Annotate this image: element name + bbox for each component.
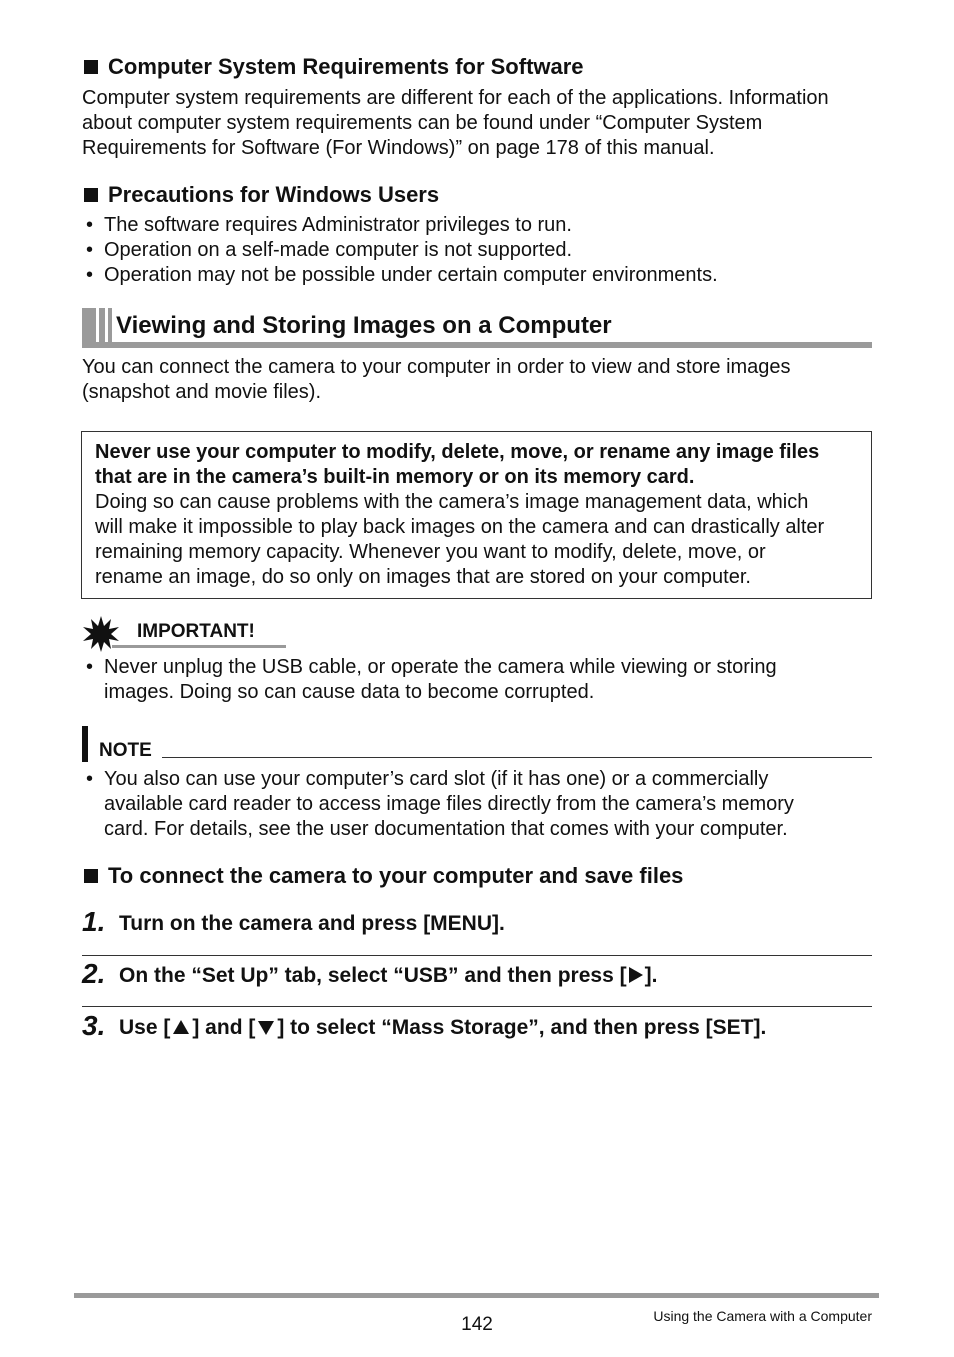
list-item: • The software requires Administrator privileges to run.	[86, 214, 572, 236]
warning-box: Never use your computer to modify, delete, move, or rename any image files that are in the camera’s built-in memory or on its memory card. Doing so can cause problems with the camera’s image management data, which will make it impossible to play back images on the camera and can drastically alter remaining memory capacity. Whenever you want to modify, delete, move, or rename an image, do so only on images that are stored on your computer.	[81, 431, 872, 599]
divider	[82, 955, 872, 956]
step-number: 3.	[82, 1010, 106, 1041]
section-heading	[82, 308, 872, 348]
square-bullet-icon	[84, 869, 98, 883]
note-label: NOTE	[82, 726, 872, 762]
square-bullet-icon	[84, 60, 98, 74]
play-right-icon	[629, 967, 643, 983]
intro-text: You can connect the camera to your computer in order to view and store images (snapshot and movie files).	[82, 356, 791, 403]
list-item: • Operation may not be possible under certain computer environments.	[86, 264, 718, 286]
step-number: 2.	[82, 958, 106, 989]
list-item: • Operation on a self-made computer is not supported.	[86, 239, 573, 261]
step-text: Use [ ] and [ ] to select “Mass Storage”, and then press [SET].	[119, 1016, 767, 1039]
system-requirements-body: Computer system requirements are different for each of the applications. Information about computer system requirements can be found under “Computer System Requirements for Software (For Windows)” on page 178 of this manual.	[82, 87, 829, 159]
footer-rule	[74, 1293, 879, 1298]
square-bullet-icon	[84, 188, 98, 202]
arrow-up-icon	[173, 1020, 189, 1034]
arrow-down-icon	[258, 1021, 274, 1035]
section-title-windows-precautions: Precautions for Windows Users	[84, 182, 439, 208]
section-title-system-requirements: Computer System Requirements for Software	[84, 54, 584, 80]
page-number: 142	[461, 1314, 493, 1335]
footer-section-title: Using the Camera with a Computer	[653, 1308, 872, 1324]
section-title-connect-camera: To connect the camera to your computer and save files	[84, 863, 683, 889]
step-text: Turn on the camera and press [MENU].	[119, 912, 505, 935]
page-title: Viewing and Storing Images on a Computer	[116, 312, 612, 339]
list-item: • You also can use your computer’s card slot (if it has one) or a commercially available card reader to access image files directly from the camera’s memory card. For details, see the user documentation that comes with your computer.	[86, 768, 794, 840]
list-item: • Never unplug the USB cable, or operate the camera while viewing or storing images. Doing so can cause data to become corrupted.	[86, 656, 777, 703]
divider	[82, 1006, 872, 1007]
step-text: On the “Set Up” tab, select “USB” and then press [ ].	[119, 964, 658, 987]
step-number: 1.	[82, 906, 106, 937]
important-label: IMPORTANT!	[82, 615, 286, 651]
